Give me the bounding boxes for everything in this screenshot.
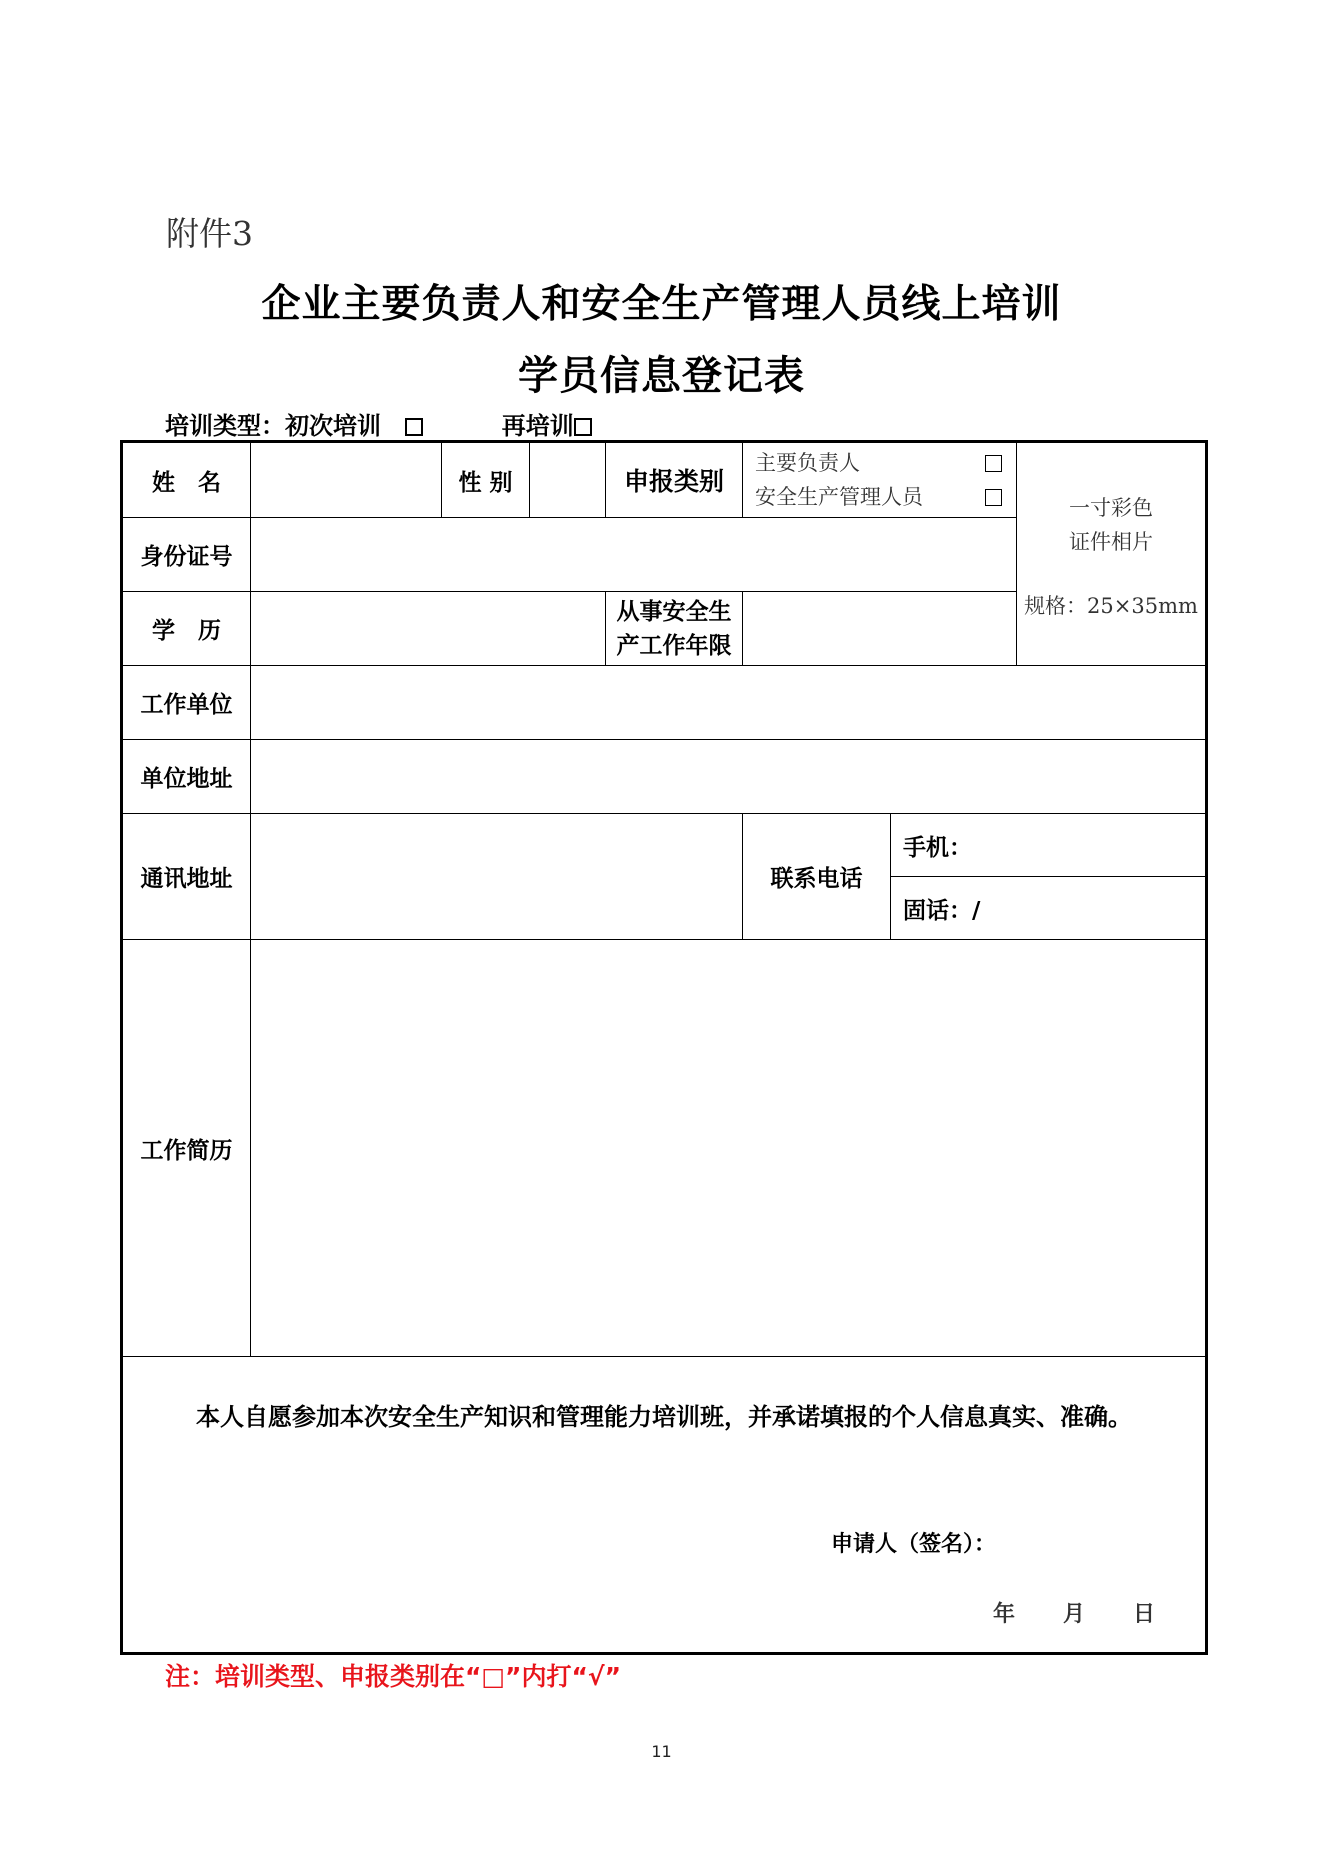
mobile-field[interactable] (891, 814, 1207, 877)
photo-caption-line2: 证件相片 (1069, 530, 1153, 554)
contact-phone-label: 联系电话 (743, 814, 891, 940)
main-responsible-checkbox[interactable] (985, 455, 1002, 472)
training-type-retrain-label: 再培训 (501, 412, 574, 440)
mail-address-field[interactable] (251, 814, 743, 940)
training-type-row (165, 406, 592, 441)
category-label: 申报类别 (606, 442, 743, 518)
name-field[interactable] (251, 442, 442, 518)
employer-field[interactable] (251, 666, 1207, 740)
training-type-initial-label: 初次培训 (285, 412, 381, 440)
landline-label: 固话：/ (903, 897, 981, 924)
education-field[interactable] (251, 592, 606, 666)
category-option-main-label: 主要负责人 (755, 451, 860, 475)
signature-label: 申请人（签名）： (831, 1532, 997, 1557)
resume-field[interactable] (251, 940, 1207, 1357)
date-year: 年 (993, 1601, 1016, 1627)
work-years-field[interactable] (743, 592, 1017, 666)
gender-label: 性 别 (442, 442, 530, 518)
form-title-line2: 学员信息登记表 (518, 353, 805, 399)
attachment-label: 附件3 (166, 214, 253, 253)
category-option-safety-label: 安全生产管理人员 (755, 485, 923, 509)
safety-manager-checkbox[interactable] (985, 489, 1002, 506)
page-number: 11 (651, 1742, 672, 1761)
gender-field[interactable] (530, 442, 606, 518)
category-option-main (743, 446, 1016, 480)
employer-address-label: 单位地址 (122, 740, 251, 814)
education-label: 学 历 (122, 592, 251, 666)
landline-field[interactable] (891, 877, 1207, 940)
declaration-text: 本人自愿参加本次安全生产知识和管理能力培训班，并承诺填报的个人信息真实、准确。 (196, 1403, 1132, 1431)
name-label: 姓 名 (122, 442, 251, 518)
form-title-line1: 企业主要负责人和安全生产管理人员线上培训 (261, 282, 1062, 327)
category-options (743, 442, 1017, 518)
date-month: 月 (1063, 1601, 1086, 1627)
registration-form-table (120, 440, 1208, 1655)
initial-training-checkbox[interactable] (405, 418, 423, 436)
declaration-section (122, 1357, 1207, 1654)
id-number-label: 身份证号 (122, 518, 251, 592)
photo-area[interactable] (1017, 442, 1207, 666)
mobile-label: 手机： (903, 834, 972, 861)
category-option-safety (743, 480, 1016, 514)
employer-label: 工作单位 (122, 666, 251, 740)
id-number-field[interactable] (251, 518, 1017, 592)
photo-spec: 规格：25×35mm (1024, 594, 1198, 618)
work-years-label (606, 592, 743, 666)
work-years-label-line1: 从事安全生 (616, 598, 732, 625)
signature-date (993, 1597, 1203, 1628)
form-note: 注：培训类型、申报类别在“□”内打“√” (165, 1662, 622, 1691)
employer-address-field[interactable] (251, 740, 1207, 814)
resume-label: 工作简历 (122, 940, 251, 1357)
retrain-checkbox[interactable] (574, 418, 592, 436)
photo-caption-line1: 一寸彩色 (1069, 496, 1153, 520)
date-day: 日 (1133, 1601, 1156, 1627)
work-years-label-line2: 产工作年限 (616, 632, 732, 659)
training-type-label: 培训类型： (165, 412, 285, 440)
mail-address-label: 通讯地址 (122, 814, 251, 940)
